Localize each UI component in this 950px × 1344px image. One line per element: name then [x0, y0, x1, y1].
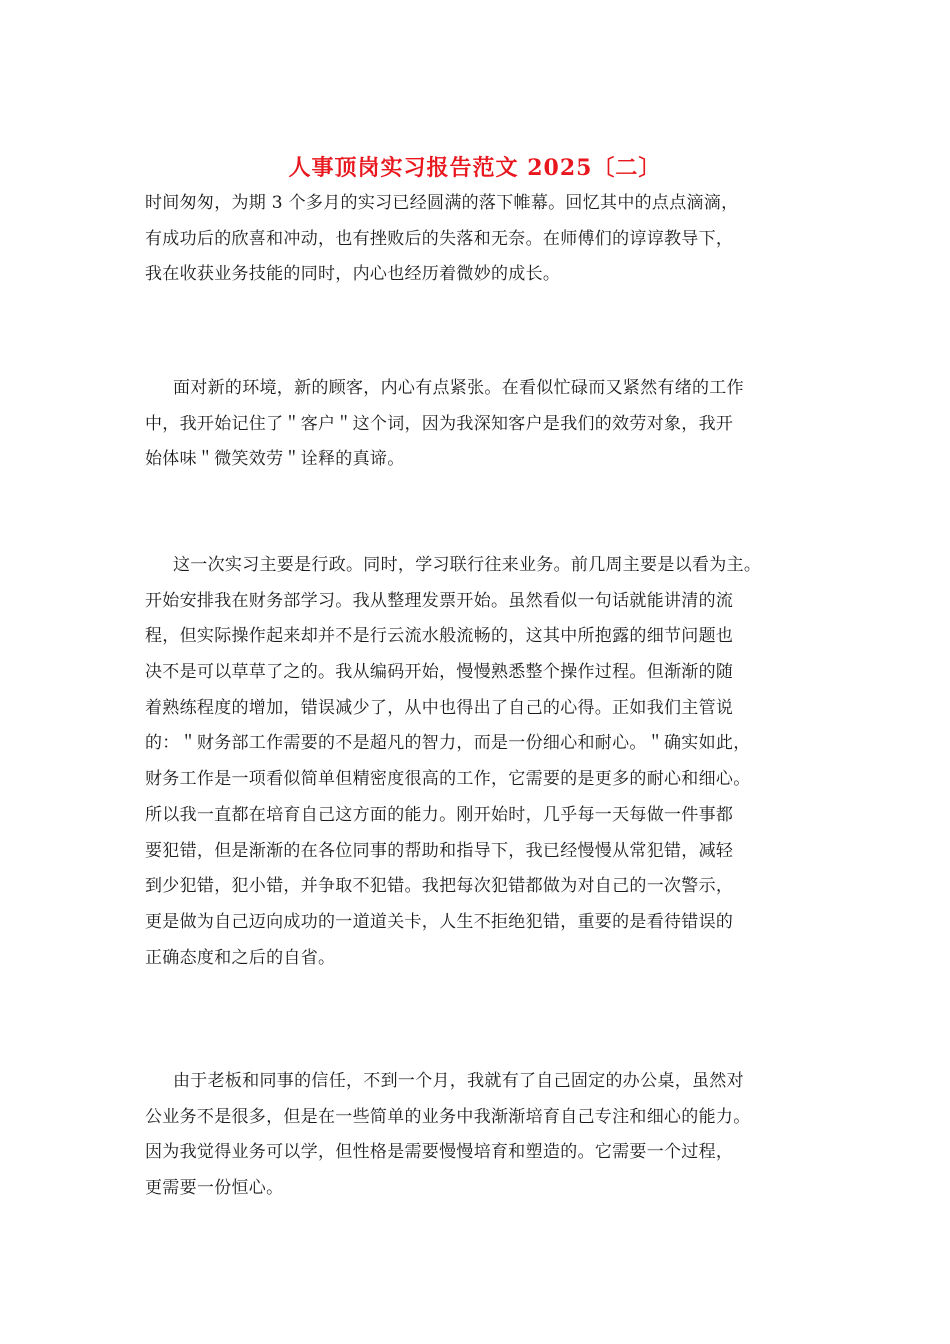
paragraph-line: 面对新的环境，新的顾客，内心有点紧张。在看似忙碌而又紧然有绪的工作: [173, 378, 744, 398]
paragraph-line: 公业务不是很多，但是在一些简单的业务中我渐渐培育自己专注和细心的能力。: [145, 1106, 751, 1127]
paragraph-line: 所以我一直都在培育自己这方面的能力。刚开始时，几乎每一天每做一件事都: [145, 804, 734, 825]
paragraph-3: [145, 548, 835, 976]
paragraph-line: 时间匆匆，为期 3 个多月的实习已经圆满的落下帷幕。回忆其中的点点滴滴，: [145, 193, 739, 213]
paragraph-line: 更需要一份恒心。: [145, 1178, 284, 1199]
paragraph-line: 更是做为自己迈向成功的一道道关卡，人生不拒绝犯错，重要的是看待错误的: [145, 911, 734, 932]
paragraph-line: 因为我觉得业务可以学，但性格是需要慢慢培育和塑造的。它需要一个过程，: [145, 1142, 734, 1163]
paragraph-line: 中，我开始记住了＂客户＂这个词，因为我深知客户是我们的效劳对象，我开: [145, 413, 734, 434]
paragraph-line: 我在收获业务技能的同时，内心也经历着微妙的成长。: [145, 264, 561, 285]
paragraph-line: 始体味＂微笑效劳＂诠释的真谛。: [145, 449, 405, 470]
paragraph-line: 财务工作是一项看似简单但精密度很高的工作，它需要的是更多的耐心和细心。: [145, 769, 751, 790]
paragraph-line: 正确态度和之后的自省。: [145, 947, 336, 968]
paragraph-line: 到少犯错，犯小错，并争取不犯错。我把每次犯错都做为对自己的一次警示，: [145, 876, 734, 897]
paragraph-line: 要犯错，但是渐渐的在各位同事的帮助和指导下，我已经慢慢从常犯错，减轻: [145, 840, 734, 861]
document-title: 人事顶岗实习报告范文 2025〔二〕: [288, 155, 662, 181]
paragraph-4: [145, 1064, 835, 1207]
paragraph-2: [145, 371, 835, 478]
paragraph-line: 这一次实习主要是行政。同时，学习联行往来业务。前几周主要是以看为主。: [173, 555, 762, 575]
paragraph-line: 的：＂财务部工作需要的不是超凡的智力，而是一份细心和耐心。＂确实如此，: [145, 733, 751, 754]
paragraph-line: 由于老板和同事的信任，不到一个月，我就有了自己固定的办公桌，虽然对: [173, 1071, 744, 1091]
paragraph-line: 程，但实际操作起来却并不是行云流水般流畅的，这其中所抱露的细节问题也: [145, 626, 734, 647]
paragraph-line: 着熟练程度的增加，错误减少了，从中也得出了自己的心得。正如我们主管说: [145, 697, 734, 718]
paragraph-line: 开始安排我在财务部学习。我从整理发票开始。虽然看似一句话就能讲清的流: [145, 590, 734, 611]
paragraph-1: [145, 186, 835, 293]
paragraph-line: 决不是可以草草了之的。我从编码开始，慢慢熟悉整个操作过程。但渐渐的随: [145, 662, 734, 683]
paragraph-line: 有成功后的欣喜和冲动，也有挫败后的失落和无奈。在师傅们的谆谆教导下，: [145, 228, 734, 249]
